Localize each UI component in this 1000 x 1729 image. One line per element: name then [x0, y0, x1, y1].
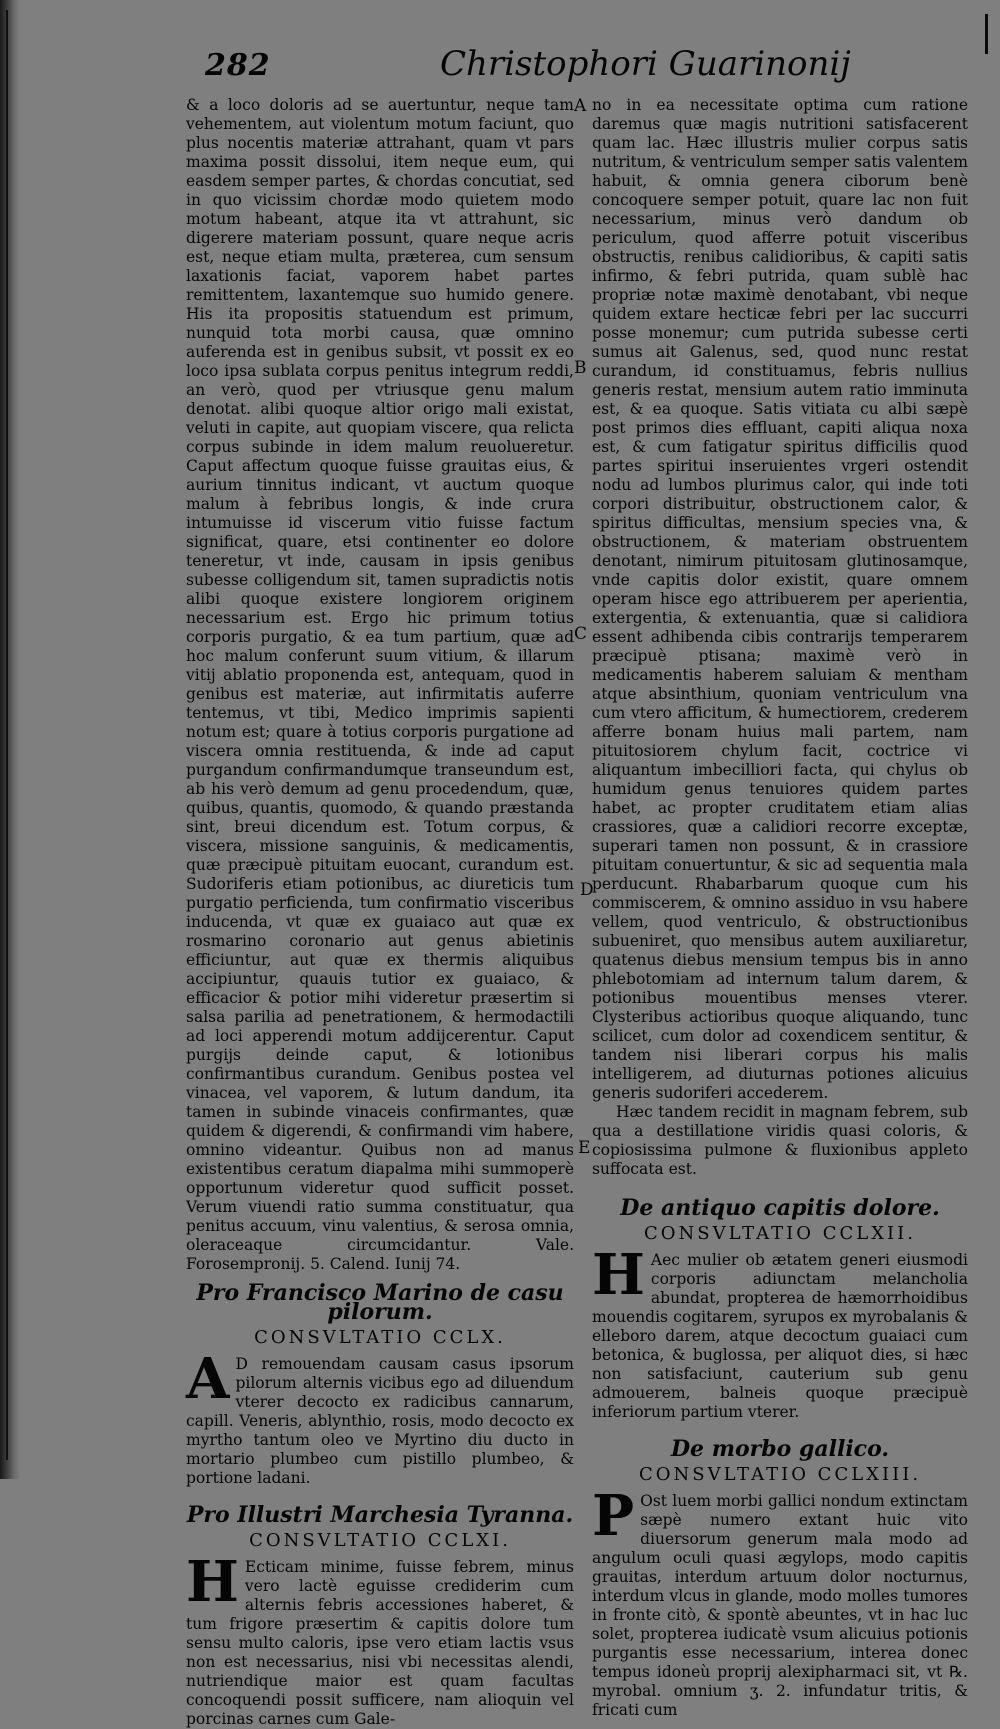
consultation-261-title: Pro Illustri Marchesia Tyranna.	[186, 1502, 574, 1528]
running-head: Christophori Guarinonij	[440, 44, 851, 84]
consultation-261-text: Ecticam minime, fuisse febrem, minus vero lactè eguisse crediderim cum alternis febris accessiones haberet, & tum frigore præsertim & capitis dolore tum sensu multo caloris, ipse vero etiam lactis vsus non est necessarius, nisi vbi necessitas alendi, nutriendique maior est quam facultas concoquendi possit sufficere, nam alioquin vel porcinas carnes cum Gale-	[186, 1558, 574, 1728]
margin-letter-d: D	[580, 880, 594, 900]
consultation-261-number: CONSVLTATIO CCLXI.	[249, 1530, 511, 1551]
consultation-262-number: CONSVLTATIO CCLXII.	[644, 1223, 916, 1244]
right-continuation-text: no in ea necessitate optima cum ratione daremus quæ magis nutritioni satisfacerent quam lac. Hæc illustris mulier corpus satis nutritum, & ventriculum semper satis valentem habuit, & omnia genera ciborum benè concoquere semper potuit, quare lac non fuit necessarium, minus verò dandum ob periculum, quod afferre potuit visceribus obstructis, renibus calidioribus, & capiti satis infirmo, & febri putrida, quam sublè hac propriæ notæ maximè denotabant, vbi neque quidem extare hecticæ febri per lac succurri posse monemur; cum putrida subesse certi sumus ait Galenus, sed, quod nunc restat curandum, id constituamus, febris nullius generis restat, mensium autem ratio imminuta est, & ea quoque. Satis vitiata cu albi sæpè post primos dies effluant, capiti aliqua noxa est, & cum fatigatur spiritus difficilis quod partes spiritui inseruientes vrgeri ostendit nodu ad lumbos plurimus calor, qui inde toti corpori distribuitur, obstructionem calor, & spiritus difficultas, mensium species vna, & obstructionem, & materiam obstruentem denotant, nimirum pituitosam glutinosamque, vnde capitis dolor existit, quare omnem operam hisce ego attribuerem per aperientia, extergentia, & extenuantia, quæ si calidiora essent adhibenda cibis contrarijs temperarem præcipuè ptisana; maximè verò in medicamentis haberem saluiam & mentham atque absinthium, quoniam ventriculum vna cum vtero afficitum, & humectiorem, crederem afferre bonam huius mali partem, nam pituitosiorem chylum facit, coctrice vi aliquantum imbecilliori facta, qui chylus ob humidum genus tenuiores quidem partes habet, ac propter cruditatem etiam alias crassiores, quæ a calidiori recorre exceptæ, superari tamen non possunt, & in crassiore pituitam conuertuntur, & sic ad sequentia mala perducunt. Rhabarbarum quoque cum his commiscerem, & omnino assiduo in vsu habere vellem, quod ventriculo, & obstructionibus subueniret, quo mensibus autem auxiliaretur, quatenus diebus mensium tempus bis in anno phlebotomiam ad internum talum darem, & potionibus mouentibus menses vterer. Clysteribus actioribus quoque aliquando, tunc scilicet, cum dolor ad coxendicem sentitur, & tandem nisi liberari corpus his malis intelligerem, ad diuturnas potiones alicuius generis sudoriferi accederem.	[592, 96, 968, 1102]
consultation-260-text: D remouendam causam casus ipsorum pilorum alternis vicibus ego ad diluendum vterer decocto ex radicibus cannarum, capill. Veneris, ablynthio, rosis, modo decocto ex myrtho tantum oleo ve Myrtino diu ducto in mortario plumbeo cum pistillo plumbeo, & portione ladani.	[186, 1355, 574, 1487]
consultation-262-text: Aec mulier ob ætatem generi eiusmodi corporis adiunctam melancholia abundat, propterea de hæmorrhoidibus mouendis cogitarem, syrupos ex myrobalanis & elleboro darem, atque decoctum guaiaci cum betonica, & buglossa, per aliquot dies, si hæc non satisfaciunt, cauterium sub genu admouerem, balneis quoque præcipuè inferiorum partium vterer.	[592, 1251, 968, 1421]
consultation-263-number: CONSVLTATIO CCLXIII.	[638, 1464, 922, 1485]
consultation-260-title: Pro Francisco Marino de casu pilorum.	[196, 1280, 564, 1325]
margin-letter-e: E	[578, 1138, 591, 1158]
consultation-262-dropcap: H	[592, 1242, 645, 1308]
page-corner-mark	[985, 14, 994, 54]
consultation-260-dropcap: A	[186, 1346, 230, 1412]
left-continuation-text: & a loco doloris ad se auertuntur, neque tam vehementem, aut violentum motum faciunt, quo plus nocentis materiæ attrahant, quam vt pars maxima possit dissolui, item neque eum, qui easdem semper partes, & chordas concutiat, sed in quo vicissim chordæ modo quietem modo motum habeant, atque ita vt attrahunt, sic digerere materiam possunt, quare neque acris est, neque etiam multa, præterea, cum sensum laxationis faciat, vaporem habet partes remittentem, laxantemque suo humido genere. His ita propositis statuendum est primum, nunquid tota morbi causa, quæ omnino auferenda est in genibus subsit, vt possit ex eo loco ipsa sublata corpus penitus integrum reddi, an verò, quod per vtriusque genu malum denotat. alibi quoque altior origo mali existat, veluti in capite, aut quopiam viscere, qua relicta corpus subinde in idem malum reuolueretur. Caput affectum quoque fuisse grauitas eius, & aurium tinnitus indicant, vt auctum quoque malum à febribus longis, & inde crura intumuisse id viscerum vitio fuisse factum significat, quare, etsi continenter eo dolore teneretur, vt inde, causam in ipsis genibus subesse colligendum sit, tamen supradictis notis alibi quoque existere longiorem originem necessarium est. Ergo hic primum totius corporis purgatio, & ea tum partium, quæ ad hoc malum conferunt suum vitium, & illarum vitij ablatio proponenda est, antequam, quod in genibus est materiæ, aut infirmitatis auferre tentemus, vt tibi, Medico imprimis sapienti notum est; quare à totius corporis purgatione ad viscera omnia restituenda, & inde ad caput purgandum confirmandumque transeundum est, ab his verò demum ad genu procedendum, quæ, quibus, quantis, quomodo, & quando præstanda sint, breui dicendum est. Totum corpus, & viscera, missione sanguinis, & medicamentis, quæ præcipuè pituitam euocant, curandum est. Sudoriferis etiam potionibus, ac diureticis tum purgatio perficienda, tum confirmatio visceribus inducenda, vt quæ ex guaiaco aut quæ ex rosmarino coronario aut genus abietinis efficiuntur, aut quæ ex thermis aliquibus accipiuntur, quauis tutior ex guaiaco, & efficacior & potior mihi videretur præsertim si salsa parilia ad penetrationem, & hermodactili ad loci apperendi motum addijcerentur. Caput purgijs deinde caput, & lotionibus confirmantibus curandum. Genibus postea vel vinacea, vel vaporem, & lutum dandum, ita tamen in subinde vinaceis confirmantes, quæ quidem & digerendi, & confirmandi vim habere, omnino videantur. Quibus non ad manus existentibus ceratum diapalma mihi summoperè opportunum videretur quod sufficit posset. Verum viuendi ratio summa constituatur, qua penitus accuum, vinu valentius, & serosa omnia, oleraceaque circumcidantur. Vale. Forosempronij. 5. Calend. Iunij 74.	[186, 96, 574, 1273]
margin-letter-c: C	[574, 624, 588, 644]
book-binding-shadow	[0, 0, 20, 1479]
binding-edge-line	[6, 10, 8, 1460]
consultation-263-text: Ost luem morbi gallici nondum extinctam sæpè numero extant huic vito diuersorum generum mala modo ad angulum oculi quasi ægylops, modo capitis grauitas, interdum artuum dolor nocturnus, interdum vlcus in glande, modo molles tumores in fronte citò, & spontè abeuntes, vt in hac luc solet, propterea iudicatè vsum alicuius potionis purgantis esse necessarium, interea donec tempus idoneù proprij alexipharmaci sit, vt ℞. myrobal. omnium ʒ. 2. infundatur tritis, & fricati cum	[592, 1492, 968, 1719]
consultation-263-title: De morbo gallico.	[670, 1436, 890, 1462]
margin-letter-b: B	[574, 358, 587, 378]
left-column	[186, 96, 574, 1729]
consultation-263-dropcap: P	[592, 1483, 635, 1549]
margin-letter-a: A	[574, 96, 587, 116]
consultation-260-number: CONSVLTATIO CCLX.	[254, 1327, 506, 1348]
page-number: 282	[205, 48, 271, 83]
consultation-262-title: De antiquo capitis dolore.	[620, 1195, 940, 1221]
consultation-261-dropcap: H	[186, 1549, 239, 1615]
right-column	[592, 96, 968, 1720]
right-closing-text: Hæc tandem recidit in magnam febrem, sub qua a destillatione viridis quasi coloris, & copiosissima pulmone & fluxionibus appleto suffocata est.	[592, 1103, 968, 1178]
